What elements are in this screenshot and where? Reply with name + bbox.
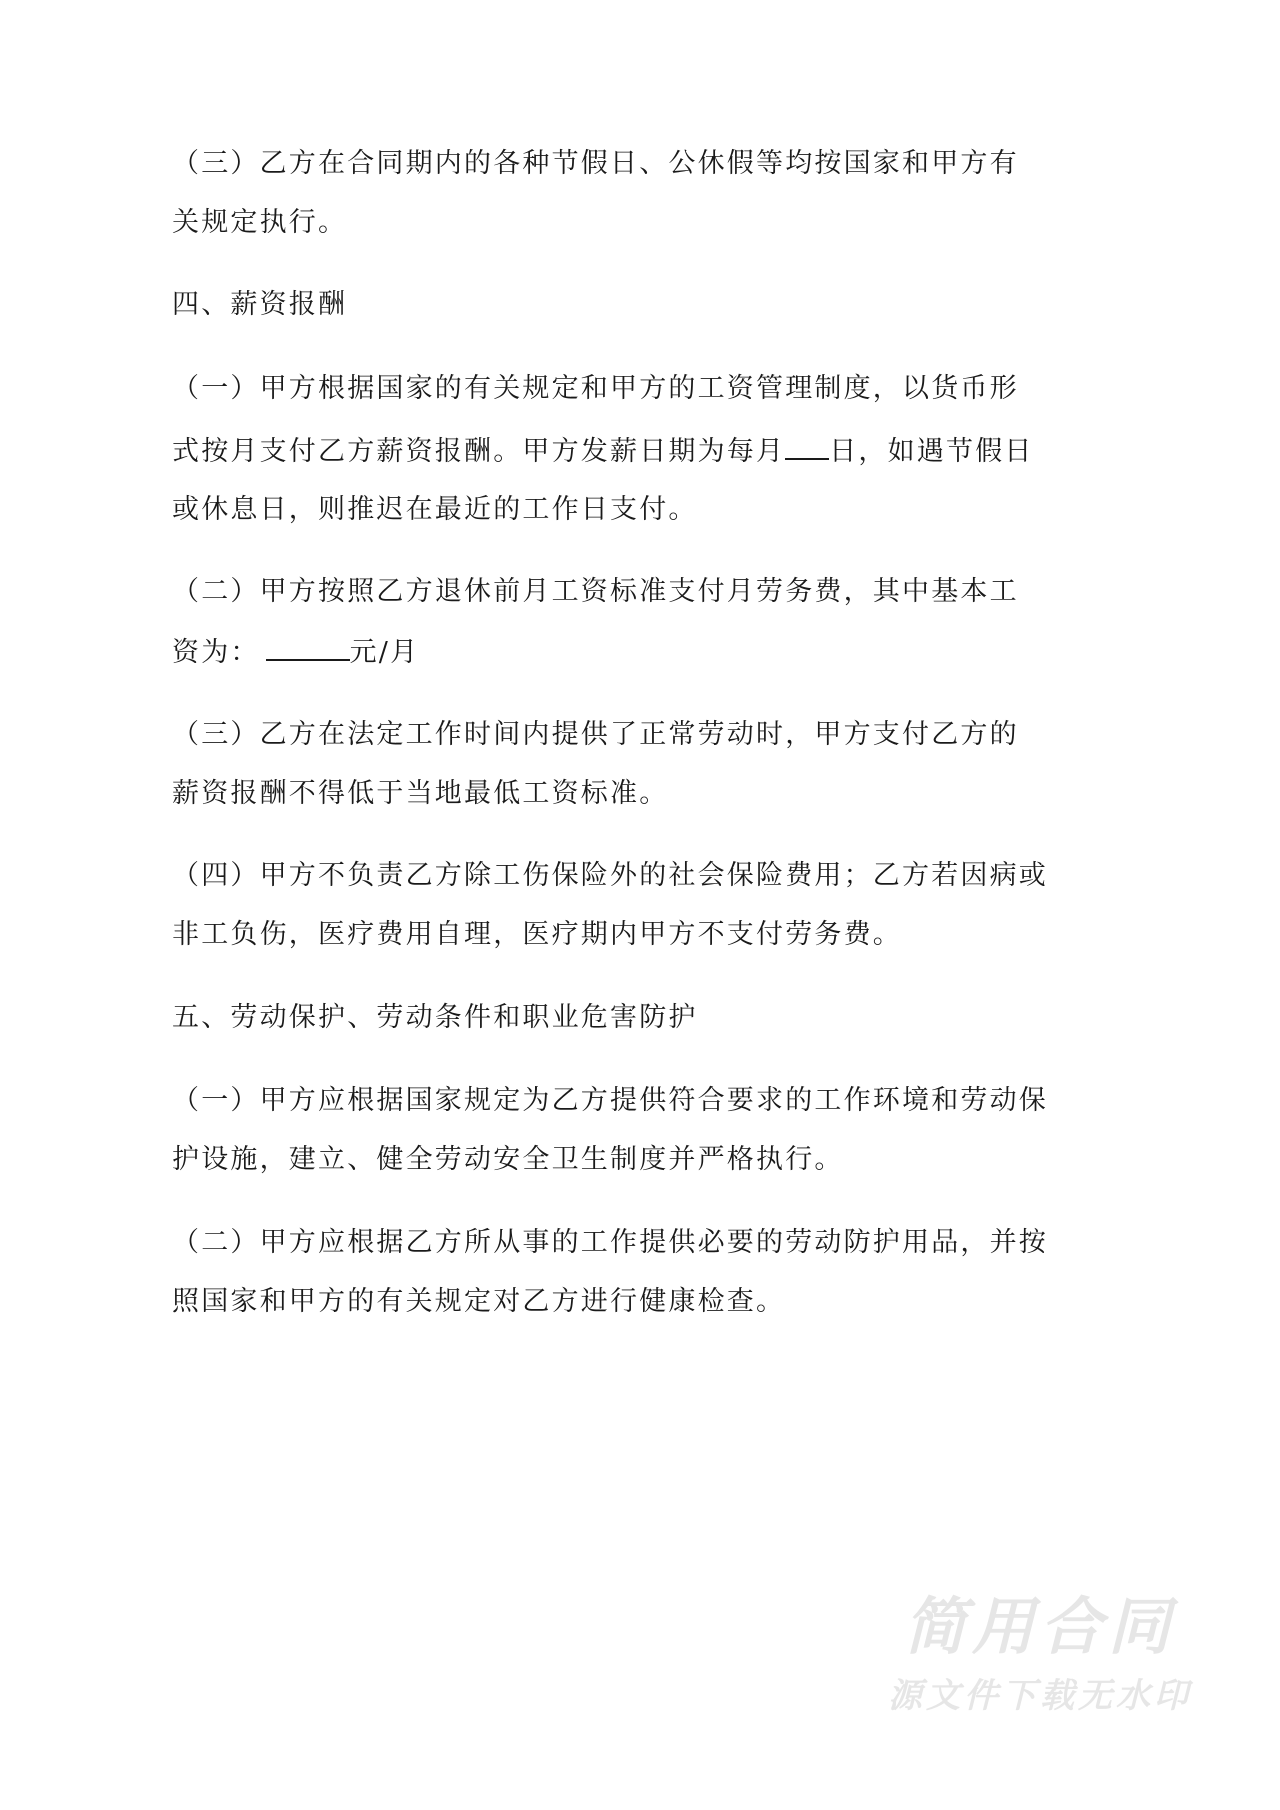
clause-4-2-line-2 bbox=[172, 633, 952, 671]
clause-4-4-line-2: 非工负伤，医疗费用自理，医疗期内甲方不支付劳务费。 bbox=[172, 919, 902, 950]
clause-4-1-text-before-blank: 式按月支付乙方薪资报酬。甲方发薪日期为每月 bbox=[172, 436, 786, 467]
clause-4-1-line-2 bbox=[172, 432, 1034, 470]
clause-3-3-line-2: 关规定执行。 bbox=[172, 207, 348, 238]
section-4-heading: 四、薪资报酬 bbox=[172, 289, 348, 320]
clause-5-2-line-1: （二）甲方应根据乙方所从事的工作提供必要的劳动防护用品，并按 bbox=[172, 1227, 1048, 1258]
clause-4-4-line-1: （四）甲方不负责乙方除工伤保险外的社会保险费用；乙方若因病或 bbox=[172, 860, 1048, 891]
clause-5-1-line-2: 护设施，建立、健全劳动安全卫生制度并严格执行。 bbox=[172, 1144, 844, 1175]
clause-4-3-line-1: （三）乙方在法定工作时间内提供了正常劳动时，甲方支付乙方的 bbox=[172, 719, 1019, 750]
clause-4-2-line-1: （二）甲方按照乙方退休前月工资标准支付月劳务费，其中基本工 bbox=[172, 576, 1019, 607]
clause-4-1-line-3: 或休息日，则推迟在最近的工作日支付。 bbox=[172, 494, 698, 525]
clause-4-2-text-after-blank: 元/月 bbox=[349, 637, 420, 668]
watermark-subtitle: 源文件下载无水印 bbox=[888, 1676, 1192, 1716]
clause-3-3-line-1: （三）乙方在合同期内的各种节假日、公休假等均按国家和甲方有 bbox=[172, 148, 1019, 179]
clause-4-1-text-after-blank: 日，如遇节假日 bbox=[829, 436, 1034, 467]
base-salary-blank-field[interactable] bbox=[266, 633, 350, 661]
clause-4-1-line-1: （一）甲方根据国家的有关规定和甲方的工资管理制度，以货币形 bbox=[172, 373, 1019, 404]
watermark-title: 简用合同 bbox=[903, 1590, 1176, 1663]
clause-5-1-line-1: （一）甲方应根据国家规定为乙方提供符合要求的工作环境和劳动保 bbox=[172, 1085, 1048, 1116]
clause-4-2-text-before-blank: 资为： bbox=[172, 637, 260, 668]
pay-day-blank-field[interactable] bbox=[785, 432, 829, 460]
clause-4-3-line-2: 薪资报酬不得低于当地最低工资标准。 bbox=[172, 778, 669, 809]
section-5-heading: 五、劳动保护、劳动条件和职业危害防护 bbox=[172, 1002, 698, 1033]
clause-5-2-line-2: 照国家和甲方的有关规定对乙方进行健康检查。 bbox=[172, 1286, 786, 1317]
